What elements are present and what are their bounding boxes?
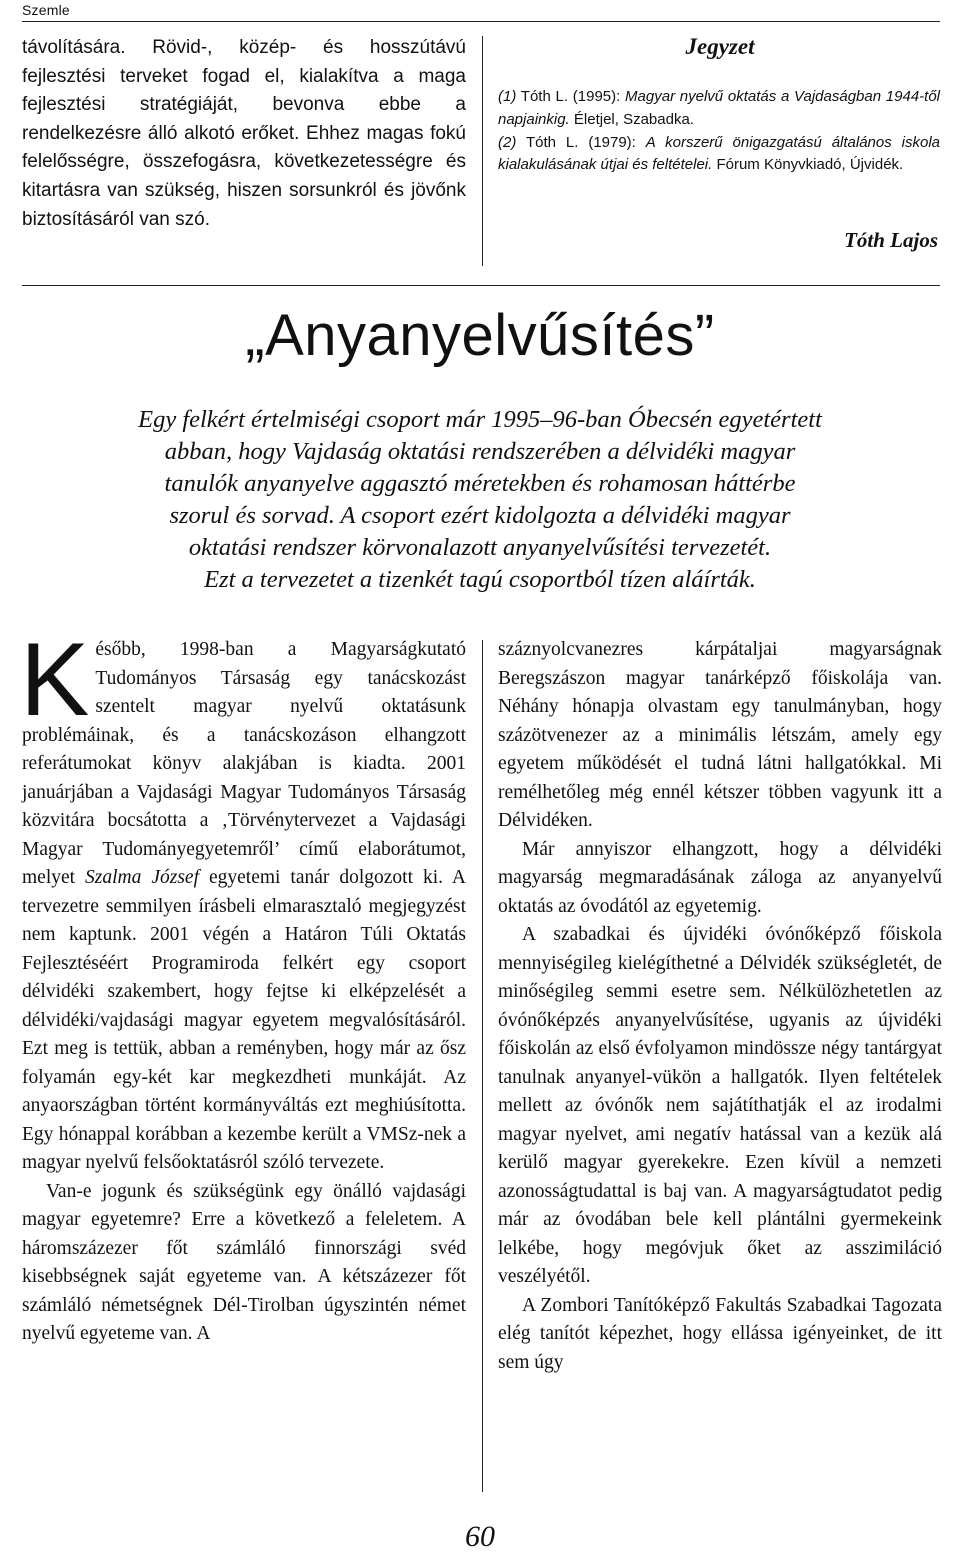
body-paragraph: száznyolcvanezres kárpátaljai magyarságnak Beregszászon magyar tanárképző főiskolája van. Néhány hónapja olvastam egy tanulmányban, hogy százötvenezer az a minimális létszám, amely egy egyetem működését el tudná látni hallgatókkal. Mi remélhetőleg még ennél kétszer többen vagyunk itt a Délvidéken.	[498, 639, 942, 831]
note-1-number: (1)	[498, 88, 517, 105]
note-2	[498, 132, 940, 178]
paragraph-text: ésőbb, 1998-ban a Magyarságkutató Tudományos Társaság egy tanácskozást szentelt magyar nyelvű oktatásunk problémáinak, és a tanácskozáson elhangzott referátumokat könyv alakjában is kiadta. 2001 januárjában a Vajdasági Magyar Tudományos Társaság közvitára bocsátotta a ‚Törvénytervezet a Vajdasági Magyar Tudományegyetemről’ című elaborátumot, melyet	[22, 639, 466, 888]
section-rule	[22, 285, 940, 286]
note-2-publisher: Fórum Könyvkiadó, Újvidék.	[712, 156, 904, 174]
note-2-number: (2)	[498, 133, 517, 151]
paragraph-text: egyetemi tanár dolgozott ki. A tervezetre semmilyen írásbeli elmarasztaló megjegyzést nem kaptunk. 2001 végén a Határon Túli Oktatás Fejlesztéséért Programiroda felkért egy csoport délvidéki szakembert, hogy fejtse ki elképzelését a délvidéki/vajdasági magyar egyetem megvalósításáról. Ezt meg is tettük, abban a reményben, hogy már az ősz folyamán egy-két kar megkezdheti munkáját. Az anyaországban történt kormányváltás ezt meghiúsította. Egy hónappal korábban a kezembe került a VMSz-nek a magyar nyelvű felsőoktatásról szóló tervezete.	[22, 867, 466, 1173]
lead-line: Ezt a tervezetet a tizenkét tagú csoportból tízen aláírták.	[204, 566, 756, 593]
body-column-right	[498, 636, 942, 1377]
notes-list	[498, 86, 940, 177]
lead-line: oktatási rendszer körvonalazott anyanyelvűsítési tervezetét.	[188, 534, 772, 561]
lead-line: abban, hogy Vajdaság oktatási rendszerében a délvidéki magyar	[164, 438, 796, 465]
lead-line: tanulók anyanyelve aggasztó méretekben és rohamosan háttérbe	[164, 470, 796, 497]
article-lead	[30, 404, 930, 596]
page-number: 60	[465, 1520, 495, 1553]
person-name: Szalma József	[85, 867, 199, 888]
body-paragraph: Már annyiszor elhangzott, hogy a délvidéki magyarság megmaradásának záloga az anyanyelvű oktatás az óvodától az egyetemig.	[498, 838, 942, 917]
body-paragraph: Van-e jogunk és szükségünk egy önálló vajdasági magyar egyetemre? Erre a következő a feleletem. A háromszázezer főt számláló finnországi svéd kisebbségnek saját egyeteme van. A kétszázezer főt számláló németségnek Dél-Tirolban úgyszintén német nyelvű egyeteme van. A	[22, 1180, 466, 1344]
column-divider-top	[482, 36, 483, 266]
continued-text-column: távolítására. Rövid-, közép- és hosszútávú fejlesztési terveket fogad el, kialakítva a maga fejlesztési stratégiáját, bevonva ebbe a rendelkezésre álló alkotó erőket. Ehhez magas fokú felelősségre, összefogásra, következetességre és kitartásra van szükség, hiszen sorsunkról és jövőnk biztosításáról van szó.	[22, 37, 466, 230]
body-paragraph: A Zombori Tanítóképző Fakultás Szabadkai Tagozata elég tanítót képezhet, hogy ellássa igényeinket, de itt sem úgy	[498, 1294, 942, 1373]
drop-cap: K	[20, 622, 90, 738]
notes-heading: Jegyzet	[685, 34, 755, 59]
note-2-author: Tóth L. (1979):	[516, 133, 646, 151]
note-1-title: Magyar nyelvű oktatás a Vajdaságban 1944-től napjainkig.	[498, 88, 940, 128]
lead-line: szorul és sorvad. A csoport ezért kidolgozta a délvidéki magyar	[169, 502, 791, 529]
body-paragraph	[20, 622, 466, 1178]
body-column-left	[20, 622, 466, 1349]
lead-line: Egy felkért értelmiségi csoport már 1995–96-ban Óbecsén egyetértett	[138, 406, 822, 433]
body-paragraph: A szabadkai és újvidéki óvónőképző főiskola mennyiségileg kielégíthetné a Délvidék szükségletét, de minőségileg semmi esetre sem. Nélkülözhetetlen az óvónőképzés anyanyelvűsítése, ugyanis az újvidéki főiskolán az első évfolyamon mindössze négy tantárgyat tanulnak anyanyel-vükön a hallgatók. Ilyen feltételek mellett az óvónők nem sajátíthatják el az irodalmi magyar nyelvet, ami negatív hatással van a kezük alá kerülő magyar gyerekekre. Ezen kívül a nemzeti azonosságtudattal is baj van. A magyarságtudatot pedig már az óvodában bele kell plántálni gyermekeink lelkébe, hogy megóvjuk őket az asszimiláció veszélyétől.	[498, 924, 942, 1287]
note-1-author: Tóth L. (1995):	[516, 88, 626, 105]
note-1-publisher: Életjel, Szabadka.	[569, 110, 694, 128]
column-divider-body	[482, 640, 483, 1492]
author-signature: Tóth Lajos	[844, 228, 938, 252]
running-head: Szemle	[22, 2, 70, 18]
header-rule	[22, 21, 940, 22]
note-2-title: A korszerű önigazgatású általános iskola kialakulásának útjai és feltételei.	[498, 133, 940, 174]
note-1	[498, 86, 940, 132]
article-title: „Anyanyelvűsítés”	[245, 303, 715, 368]
